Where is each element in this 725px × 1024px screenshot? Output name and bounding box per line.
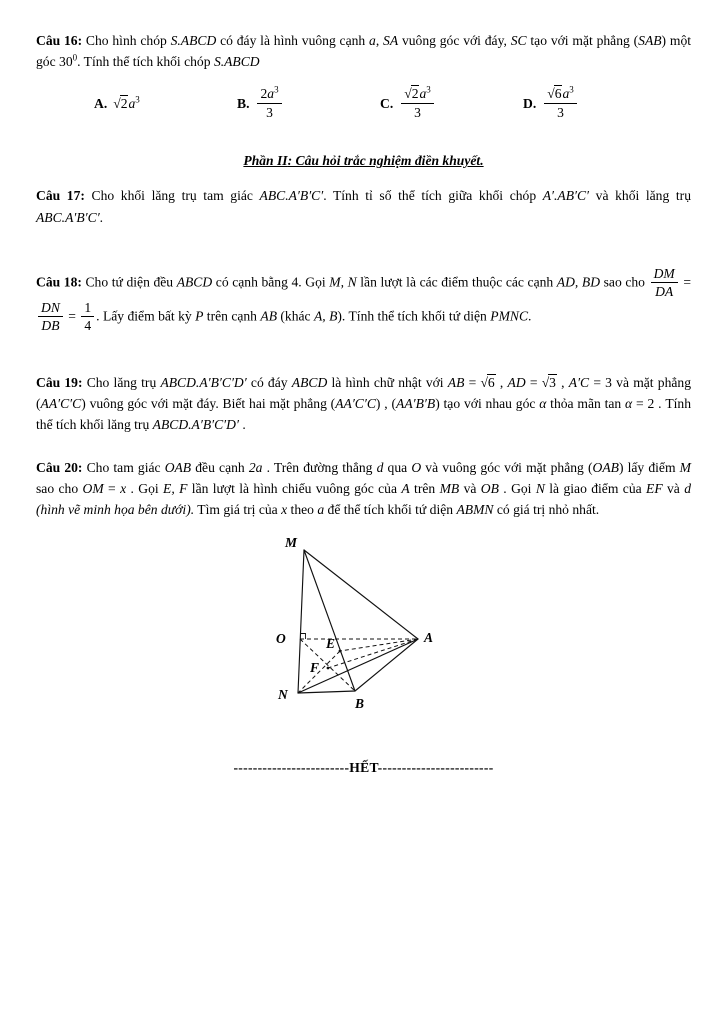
option-a-value: $√2a^3$ [113,94,140,111]
edge-N-B [298,691,355,693]
question-20 [36,457,691,520]
question-16-options [94,86,691,120]
label-E: E [326,636,336,652]
label-O: O [276,631,286,647]
vertex-labels [276,535,433,711]
label-N: N [278,687,288,703]
question-16-option-d [523,86,666,120]
label-M: M [285,535,298,551]
option-a-label: A. [94,95,108,111]
question-16-option-c [380,86,523,120]
label-B: B [355,696,365,712]
label-F: F [310,660,320,676]
option-d-label: D. [523,95,537,111]
option-d-value: $\frac{√6a^3}{3}$ [542,86,579,120]
question-17 [36,185,691,227]
question-17-text: Câu 17: Cho khối lăng trụ tam giác ABC.A′B′C′. Tính tỉ số thể tích giữa khối chóp A′.AB′C′ và khối lăng trụ ABC.A′B′C′. [36,188,691,225]
option-b-value: $\frac{2a^3}{3}$ [255,86,283,120]
question-19-text: Câu 19: Cho lăng trụ ABCD.A′B′C′D′ có đáy ABCD là hình chữ nhật với AB = √6 , AD = √3 , A′C = 3 và mặt phẳng (AA′C′C) vuông góc với mặt đáy. Biết hai mặt phẳng (AA′C′C) , (AA′B′B) tạo với nhau góc α thỏa mãn tan α = 2 . Tính thể tích khối lăng trụ ABCD.A′B′C′D′ . [36,375,691,433]
question-16-option-b [237,86,380,120]
part2-heading: Phần II: Câu hỏi trắc nghiệm điền khuyết. [243,153,484,169]
geometry-figure [36,532,691,730]
label-A: A [424,630,434,646]
question-16-option-a [94,93,237,114]
question-18 [36,266,691,335]
tetrahedron-figure-svg [247,532,452,724]
option-c-value: $\frac{√2a^3}{3}$ [399,86,436,120]
point-E [339,650,342,653]
edge-M-A [304,550,418,639]
question-16 [36,30,691,120]
question-20-text: Câu 20: Cho tam giác OAB đều cạnh 2a . Trên đường thẳng d qua O và vuông góc với mặt phẳng (OAB) lấy điểm M sao cho OM = x . Gọi E, F lần lượt là hình chiếu vuông góc của A trên MB và OB . Gọi N là giao điểm của EF và d (hình vẽ minh họa bên dưới). Tìm giá trị của x theo a để thể tích khối tứ diện ABMN có giá trị nhỏ nhất. [36,460,692,518]
question-16-text: Câu 16: Cho hình chóp S.ABCD có đáy là hình vuông cạnh a, SA vuông góc với đáy, SC tạo với mặt phẳng (SAB) một góc $30^0$. Tính thể tích khối chóp S.ABCD [36,33,692,70]
end-marker: ------------------------HẾT------------------------ [233,759,494,775]
edge-A-B [355,639,418,691]
option-b-label: B. [237,95,250,111]
option-c-label: C. [380,95,394,111]
point-dots [327,650,342,670]
question-19 [36,372,691,435]
question-18-text: Câu 18: Cho tứ diện đều ABCD có cạnh bằng 4. Gọi M, N lần lượt là các điểm thuộc các cạnh AD, BD sao cho $\frac{DM}{DA}$ = $\frac{DN}{DB}$ = $\frac{1}{4}$ . Lấy điểm bất kỳ P trên cạnh AB (khác A, B). Tính thể tích khối tứ diện PMNC. [36,265,691,334]
point-F [327,667,330,670]
edge-M-N [298,550,304,693]
